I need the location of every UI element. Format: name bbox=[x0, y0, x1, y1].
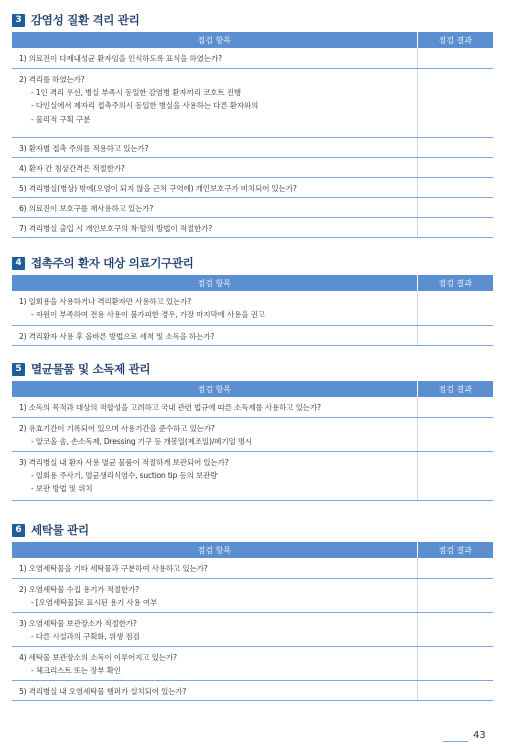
column-header-item: 점검 항목 bbox=[12, 275, 417, 291]
item-text: 3) 환자별 접촉 주의를 적용하고 있는가? bbox=[19, 143, 149, 153]
item-cell bbox=[12, 578, 417, 612]
item-cell bbox=[12, 217, 417, 237]
table-row bbox=[12, 291, 493, 325]
column-header-result: 점검 결과 bbox=[417, 542, 493, 558]
column-header-result: 점검 결과 bbox=[417, 32, 493, 48]
section-5 bbox=[12, 361, 493, 501]
result-cell[interactable] bbox=[417, 325, 493, 345]
item-subtext: - 1인 격리 우선, 병실 부족시 동일한 감염병 환자끼리 코호트 진행 bbox=[31, 87, 241, 97]
item-text: 2) 격리환자 사용 후 올바른 방법으로 세척 및 소독을 하는가? bbox=[19, 331, 215, 341]
table-row bbox=[12, 137, 493, 157]
checklist-table bbox=[12, 32, 493, 238]
result-cell[interactable] bbox=[417, 397, 493, 417]
item-text: 1) 의료진이 다제내성균 환자임을 인식하도록 표식을 하였는가? bbox=[19, 54, 222, 63]
result-cell[interactable] bbox=[417, 558, 493, 578]
section-4 bbox=[12, 255, 493, 346]
item-text: 5) 격리병실(병상) 밖에(오염이 되지 않을 근처 구역에) 개인보호구가 비치되어 있는가? bbox=[19, 183, 297, 193]
item-text: 2) 오염세탁물 수집 용기가 적절한가? bbox=[19, 584, 139, 594]
item-cell bbox=[12, 291, 417, 325]
item-subtext: - 보관 방법 및 위치 bbox=[31, 484, 93, 494]
item-subtext: - 알코올 솜, 손소독제, Dressing 기구 등 개봉일(제조일)/폐기일 명시 bbox=[31, 436, 253, 446]
checklist-table bbox=[12, 275, 493, 346]
section-3 bbox=[12, 12, 493, 238]
item-text: 1) 소독의 목적과 대상의 적합성을 고려하고 국내 관련 법규에 따른 소독제를 사용하고 있는가? bbox=[19, 403, 321, 412]
result-cell[interactable] bbox=[417, 137, 493, 157]
table-row bbox=[12, 612, 493, 646]
table-row bbox=[12, 157, 493, 177]
table-row bbox=[12, 417, 493, 451]
column-header-item: 점검 항목 bbox=[12, 381, 417, 397]
checklist-table bbox=[12, 381, 493, 501]
table-row bbox=[12, 197, 493, 217]
item-cell bbox=[12, 325, 417, 345]
item-text: 2) 격리를 하였는가? bbox=[19, 74, 85, 84]
column-header-result: 점검 결과 bbox=[417, 275, 493, 291]
item-cell bbox=[12, 417, 417, 451]
item-cell bbox=[12, 197, 417, 217]
result-cell[interactable] bbox=[417, 291, 493, 325]
item-text: 2) 유효기간이 기록되어 있으며 사용기간을 준수하고 있는가? bbox=[19, 423, 215, 433]
table-row bbox=[12, 558, 493, 578]
result-cell[interactable] bbox=[417, 612, 493, 646]
item-cell bbox=[12, 157, 417, 177]
item-text: 6) 의료진이 보호구를 재사용하고 있는가? bbox=[19, 203, 154, 213]
result-cell[interactable] bbox=[417, 177, 493, 197]
item-text: 3) 오염세탁물 보관장소가 적절한가? bbox=[19, 618, 137, 628]
table-row bbox=[12, 397, 493, 417]
checklist-table bbox=[12, 542, 493, 701]
item-subtext: - 다른 시설과의 구획화, 위생 점검 bbox=[31, 631, 140, 641]
section-number-badge: 5 bbox=[12, 363, 25, 376]
item-subtext: - [오염세탁물]로 표시된 용기 사용 여부 bbox=[31, 597, 158, 607]
result-cell[interactable] bbox=[417, 197, 493, 217]
item-cell bbox=[12, 680, 417, 700]
section-title bbox=[12, 522, 493, 538]
item-cell bbox=[12, 397, 417, 417]
item-cell bbox=[12, 451, 417, 500]
item-subtext: - 다인실에서 제자리 접촉주의시 동일한 병실을 사용하는 다른 환자와의 bbox=[31, 101, 259, 111]
result-cell[interactable] bbox=[417, 48, 493, 68]
item-cell bbox=[12, 646, 417, 680]
section-title bbox=[12, 361, 493, 377]
item-subtext: - 자원이 부족하여 전용 사용이 불가피한 경우, 가장 마지막에 사용을 권고 bbox=[31, 310, 265, 320]
table-row bbox=[12, 680, 493, 700]
column-header-result: 점검 결과 bbox=[417, 381, 493, 397]
result-cell[interactable] bbox=[417, 68, 493, 137]
result-cell[interactable] bbox=[417, 646, 493, 680]
column-header-item: 점검 항목 bbox=[12, 542, 417, 558]
table-row bbox=[12, 68, 493, 137]
item-cell bbox=[12, 48, 417, 68]
section-number-badge: 6 bbox=[12, 524, 25, 537]
item-text: 1) 일회용을 사용하거나 격리환자만 사용하고 있는가? bbox=[19, 297, 192, 306]
section-heading: 접촉주의 환자 대상 의료기구관리 bbox=[31, 256, 194, 270]
result-cell[interactable] bbox=[417, 217, 493, 237]
table-row bbox=[12, 48, 493, 68]
result-cell[interactable] bbox=[417, 680, 493, 700]
section-6 bbox=[12, 522, 493, 701]
section-title bbox=[12, 255, 493, 271]
result-cell[interactable] bbox=[417, 417, 493, 451]
table-row bbox=[12, 217, 493, 237]
table-row bbox=[12, 451, 493, 500]
item-cell bbox=[12, 137, 417, 157]
footer-divider bbox=[443, 741, 468, 742]
section-title bbox=[12, 12, 493, 28]
item-subtext: - 체크리스트 또는 장부 확인 bbox=[31, 665, 121, 675]
item-text: 7) 격리병실 출입 시 개인보호구의 착·탈의 방법이 적절한가? bbox=[19, 223, 213, 233]
item-subtext: - 물리적 구획 구분 bbox=[31, 114, 91, 124]
item-text: 1) 오염세탁물을 기타 세탁물과 구분하여 사용하고 있는가? bbox=[19, 564, 208, 573]
item-cell bbox=[12, 177, 417, 197]
section-heading: 감염성 질환 격리 관리 bbox=[31, 13, 140, 27]
item-text: 5) 격리병실 내 오염세탁물 행퍼가 설치되어 있는가? bbox=[19, 686, 187, 696]
result-cell[interactable] bbox=[417, 578, 493, 612]
page-number: 43 bbox=[473, 730, 486, 741]
result-cell[interactable] bbox=[417, 451, 493, 500]
table-row bbox=[12, 177, 493, 197]
table-row bbox=[12, 325, 493, 345]
section-heading: 멸균물품 및 소독제 관리 bbox=[31, 362, 151, 376]
item-cell bbox=[12, 558, 417, 578]
item-cell bbox=[12, 68, 417, 137]
column-header-item: 점검 항목 bbox=[12, 32, 417, 48]
item-subtext: - 일회용 주사기, 멸균생리식염수, suction tip 등의 보관량 bbox=[31, 470, 218, 480]
section-heading: 세탁물 관리 bbox=[31, 523, 89, 537]
result-cell[interactable] bbox=[417, 157, 493, 177]
item-text: 4) 세탁물 보관장소의 소독이 이루어지고 있는가? bbox=[19, 652, 177, 662]
section-number-badge: 3 bbox=[12, 14, 25, 27]
item-cell bbox=[12, 612, 417, 646]
table-row bbox=[12, 578, 493, 612]
item-text: 3) 격리병실 내 환자 사용 멸균 물품이 적절하게 보관되어 있는가? bbox=[19, 457, 229, 467]
item-text: 4) 환자 간 침상간격은 적절한가? bbox=[19, 163, 125, 173]
table-row bbox=[12, 646, 493, 680]
section-number-badge: 4 bbox=[12, 257, 25, 270]
